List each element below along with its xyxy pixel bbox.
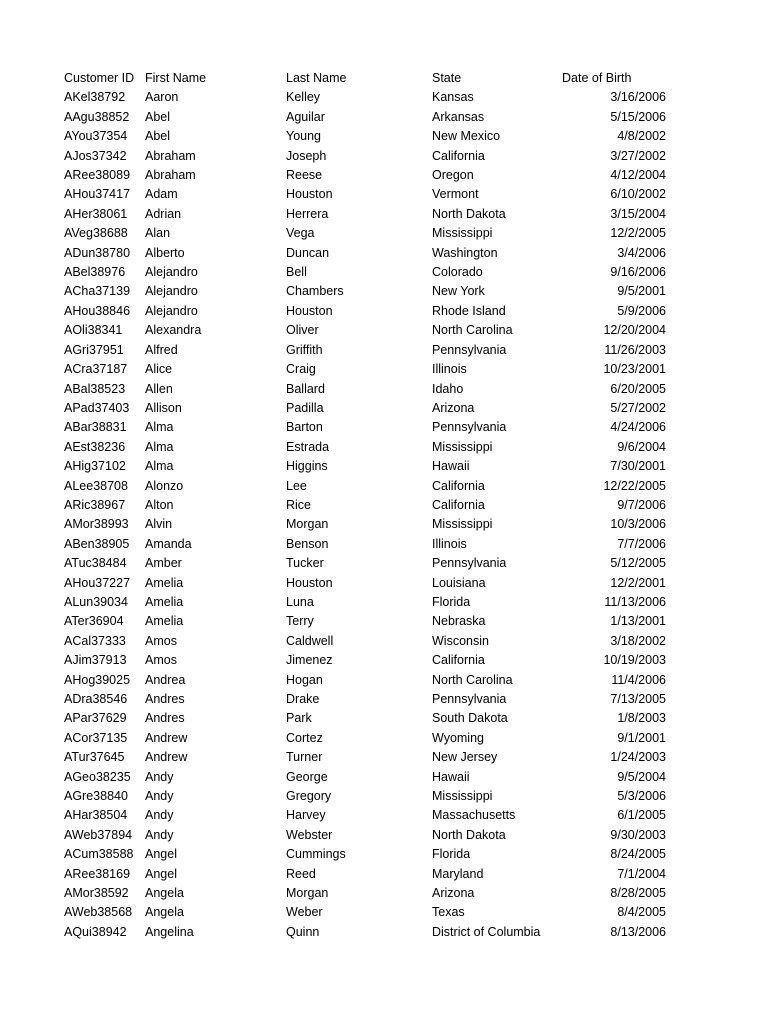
cell-date-of-birth: 7/13/2005 [610,692,666,706]
cell-first-name: Angelina [145,924,194,939]
cell-first-name: Adam [145,187,178,202]
cell-first-name: Alberto [145,245,185,260]
cell-last-name: Tucker [286,556,324,571]
cell-last-name: Webster [286,827,333,842]
table-row [64,651,684,670]
cell-state: New Jersey [432,750,498,765]
table-row [64,515,684,534]
table-row [64,709,684,728]
cell-date-of-birth: 8/28/2005 [610,886,666,901]
cell-customer-id: ADra38546 [64,692,128,706]
cell-last-name: Weber [286,905,323,920]
cell-last-name: Reed [286,866,316,881]
table-row [64,612,684,631]
cell-customer-id: AJim37913 [64,653,127,668]
cell-last-name: Estrada [286,439,330,454]
table-row [64,923,684,942]
cell-date-of-birth: 11/4/2006 [611,672,666,687]
cell-date-of-birth: 5/27/2002 [610,400,666,415]
cell-state: California [432,478,485,493]
cell-first-name: Andrew [145,730,188,745]
cell-state: Mississippi [432,439,493,454]
cell-last-name: Reese [286,168,323,183]
cell-first-name: Amanda [145,536,192,551]
cell-last-name: Hogan [286,672,323,687]
cell-last-name: Houston [286,187,333,202]
cell-customer-id: ALee38708 [64,478,128,493]
cell-state: California [432,148,485,163]
cell-customer-id: ABel38976 [64,265,126,280]
cell-state: California [432,497,485,512]
cell-last-name: Quinn [286,924,320,939]
table-row [64,341,684,360]
cell-state: Florida [432,847,471,862]
cell-customer-id: ARee38089 [64,168,131,183]
cell-date-of-birth: 12/20/2004 [603,323,666,338]
table-row [64,477,684,496]
cell-customer-id: AHou38846 [64,303,131,318]
cell-customer-id: ABal38523 [64,381,126,396]
cell-state: Oregon [432,168,474,183]
cell-last-name: Caldwell [286,633,334,648]
cell-date-of-birth: 9/5/2004 [617,769,666,784]
cell-state: North Dakota [432,206,506,221]
cell-first-name: Andres [145,692,185,706]
cell-date-of-birth: 7/1/2004 [617,866,666,881]
cell-first-name: Alejandro [145,284,198,299]
cell-last-name: Aguilar [286,109,325,124]
cell-date-of-birth: 3/4/2006 [617,245,666,260]
table-row [64,632,684,651]
cell-first-name: Alice [145,362,173,377]
column-header-date-of-birth: Date of Birth [562,71,632,85]
cell-first-name: Alvin [145,517,173,532]
cell-customer-id: AYou37354 [64,129,128,144]
cell-date-of-birth: 8/4/2005 [617,905,666,920]
table-row [64,457,684,476]
cell-first-name: Amos [145,653,177,668]
cell-first-name: Angela [145,886,184,901]
cell-last-name: Young [286,129,321,144]
cell-customer-id: ACal37333 [64,633,126,648]
cell-first-name: Alan [145,226,171,241]
cell-customer-id: AMor38592 [64,886,129,901]
table-row [64,166,684,185]
cell-date-of-birth: 9/16/2006 [610,265,666,280]
column-header-customer-id: Customer ID [64,71,135,85]
cell-customer-id: ACum38588 [64,847,134,862]
cell-customer-id: ACra37187 [64,362,128,377]
cell-customer-id: ARee38169 [64,866,131,881]
cell-date-of-birth: 5/12/2005 [610,556,666,571]
cell-last-name: Drake [286,692,320,706]
column-header-last-name: Last Name [286,71,347,85]
cell-customer-id: AQui38942 [64,924,127,939]
cell-last-name: Houston [286,575,333,590]
cell-last-name: Joseph [286,148,327,163]
cell-first-name: Amelia [145,614,184,629]
cell-date-of-birth: 3/27/2002 [610,148,666,163]
cell-last-name: Ballard [286,381,325,396]
cell-date-of-birth: 11/13/2006 [604,594,666,609]
cell-first-name: Alma [145,420,174,435]
cell-state: District of Columbia [432,924,541,939]
cell-date-of-birth: 4/8/2002 [617,129,666,144]
cell-state: Pennsylvania [432,556,507,571]
cell-state: New Mexico [432,129,501,144]
cell-customer-id: ATur37645 [64,750,125,765]
cell-last-name: Cummings [286,847,346,862]
cell-last-name: Higgins [286,459,328,474]
cell-state: Hawaii [432,459,470,474]
cell-date-of-birth: 4/24/2006 [610,420,666,435]
cell-date-of-birth: 6/20/2005 [610,381,666,396]
cell-last-name: Vega [286,226,315,241]
cell-customer-id: AHig37102 [64,459,126,474]
cell-last-name: Barton [286,420,323,435]
cell-state: Pennsylvania [432,342,507,357]
cell-first-name: Alexandra [145,323,202,338]
table-header-row [64,69,684,88]
cell-customer-id: ATer36904 [64,614,124,629]
cell-customer-id: ADun38780 [64,245,131,260]
cell-first-name: Amelia [145,594,184,609]
table-row [64,671,684,690]
cell-last-name: Park [286,711,312,726]
cell-state: Florida [432,594,471,609]
cell-state: North Dakota [432,827,506,842]
cell-state: North Carolina [432,672,513,687]
cell-customer-id: AAgu38852 [64,109,130,124]
cell-state: Mississippi [432,517,493,532]
cell-state: New York [432,284,485,299]
cell-last-name: Morgan [286,886,329,901]
cell-date-of-birth: 3/15/2004 [610,206,666,221]
cell-date-of-birth: 6/10/2002 [610,187,666,202]
cell-customer-id: ACor37135 [64,730,128,745]
cell-state: Arizona [432,886,475,901]
cell-date-of-birth: 6/1/2005 [617,808,666,823]
table-row [64,108,684,127]
cell-last-name: Houston [286,303,333,318]
table-row [64,903,684,922]
cell-date-of-birth: 7/7/2006 [617,536,666,551]
cell-date-of-birth: 5/15/2006 [610,109,666,124]
cell-last-name: Chambers [286,284,344,299]
cell-date-of-birth: 1/13/2001 [610,614,666,629]
table-row [64,845,684,864]
cell-date-of-birth: 1/8/2003 [617,711,666,726]
table-row [64,185,684,204]
cell-state: California [432,653,485,668]
cell-first-name: Allen [145,381,173,396]
cell-date-of-birth: 12/2/2001 [610,575,666,590]
cell-customer-id: AGri37951 [64,342,124,357]
table-row [64,574,684,593]
cell-state: North Carolina [432,323,513,338]
cell-state: Hawaii [432,769,470,784]
table-row [64,360,684,379]
cell-date-of-birth: 12/22/2005 [603,478,666,493]
cell-first-name: Abel [145,109,171,124]
table-row [64,399,684,418]
table-body [64,88,684,942]
cell-customer-id: AGre38840 [64,789,128,804]
cell-first-name: Andres [145,711,185,726]
cell-first-name: Andy [145,808,174,823]
cell-last-name: Oliver [286,323,319,338]
cell-first-name: Alejandro [145,265,198,280]
table-row [64,535,684,554]
cell-customer-id: AHog39025 [64,672,131,687]
cell-state: Arkansas [432,109,485,124]
cell-date-of-birth: 5/3/2006 [617,789,666,804]
cell-customer-id: ACha37139 [64,284,131,299]
cell-state: Illinois [432,536,467,551]
cell-date-of-birth: 3/16/2006 [610,90,666,105]
cell-last-name: Benson [286,536,329,551]
table-row [64,438,684,457]
cell-first-name: Andy [145,769,174,784]
table-row [64,806,684,825]
cell-customer-id: ABen38905 [64,536,130,551]
cell-date-of-birth: 5/9/2006 [617,303,666,318]
cell-date-of-birth: 10/19/2003 [603,653,666,668]
cell-date-of-birth: 7/30/2001 [610,459,666,474]
cell-state: Illinois [432,362,467,377]
table-row [64,302,684,321]
cell-date-of-birth: 8/13/2006 [610,924,666,939]
table-row [64,127,684,146]
cell-last-name: Rice [286,497,312,512]
table-row [64,690,684,709]
cell-state: Wisconsin [432,633,489,648]
cell-first-name: Amelia [145,575,184,590]
cell-first-name: Amber [145,556,182,571]
cell-last-name: Lee [286,478,307,493]
cell-customer-id: AHar38504 [64,808,128,823]
cell-first-name: Alonzo [145,478,184,493]
cell-state: Pennsylvania [432,692,507,706]
cell-date-of-birth: 9/6/2004 [617,439,666,454]
cell-date-of-birth: 10/3/2006 [610,517,666,532]
table-row [64,748,684,767]
cell-last-name: Craig [286,362,316,377]
cell-date-of-birth: 11/26/2003 [604,342,666,357]
cell-state: Louisiana [432,575,486,590]
cell-customer-id: ALun39034 [64,594,128,609]
cell-date-of-birth: 9/7/2006 [617,497,666,512]
cell-date-of-birth: 9/5/2001 [617,284,666,299]
cell-last-name: Kelley [286,90,321,105]
table-row [64,224,684,243]
cell-last-name: Duncan [286,245,330,260]
cell-customer-id: APad37403 [64,400,130,415]
table-row [64,244,684,263]
table-row [64,554,684,573]
cell-first-name: Angel [145,847,177,862]
cell-state: Kansas [432,90,474,105]
cell-customer-id: AGeo38235 [64,769,131,784]
table-row [64,826,684,845]
cell-first-name: Angela [145,905,184,920]
cell-customer-id: AJos37342 [64,148,127,163]
cell-last-name: Jimenez [286,653,333,668]
cell-customer-id: AEst38236 [64,439,126,454]
cell-first-name: Adrian [145,206,182,221]
table-row [64,380,684,399]
cell-last-name: George [286,769,328,784]
cell-date-of-birth: 9/30/2003 [610,827,666,842]
cell-first-name: Andrew [145,750,188,765]
cell-last-name: Turner [286,750,323,765]
cell-first-name: Aaron [145,90,179,105]
cell-first-name: Alejandro [145,303,198,318]
cell-state: Mississippi [432,789,493,804]
cell-customer-id: AHer38061 [64,206,128,221]
cell-last-name: Morgan [286,517,329,532]
cell-date-of-birth: 8/24/2005 [610,847,666,862]
cell-customer-id: AMor38993 [64,517,129,532]
cell-last-name: Griffith [286,342,323,357]
cell-first-name: Abel [145,129,171,144]
cell-last-name: Herrera [286,206,329,221]
table-row [64,729,684,748]
customer-table [64,69,684,942]
cell-last-name: Terry [286,614,314,629]
cell-date-of-birth: 12/2/2005 [610,226,666,241]
cell-first-name: Angel [145,866,177,881]
cell-customer-id: AWeb37894 [64,827,133,842]
cell-customer-id: AHou37417 [64,187,131,202]
cell-first-name: Alfred [145,342,178,357]
cell-date-of-birth: 1/24/2003 [610,750,666,765]
cell-first-name: Amos [145,633,177,648]
cell-customer-id: ATuc38484 [64,556,127,571]
table-row [64,263,684,282]
cell-state: Mississippi [432,226,493,241]
cell-first-name: Alma [145,439,174,454]
cell-customer-id: ARic38967 [64,497,126,512]
cell-state: Rhode Island [432,303,506,318]
cell-first-name: Abraham [145,168,196,183]
cell-first-name: Alton [145,497,174,512]
cell-customer-id: AWeb38568 [64,905,133,920]
table-row [64,282,684,301]
cell-state: Texas [432,905,465,920]
table-row [64,205,684,224]
table-row [64,321,684,340]
cell-state: Colorado [432,265,483,280]
cell-state: Massachusetts [432,808,516,823]
cell-first-name: Andrea [145,672,186,687]
cell-state: Pennsylvania [432,420,507,435]
cell-date-of-birth: 3/18/2002 [610,633,666,648]
cell-date-of-birth: 9/1/2001 [617,730,666,745]
table-row [64,593,684,612]
cell-customer-id: AVeg38688 [64,226,128,241]
cell-customer-id: ABar38831 [64,420,127,435]
table-row [64,884,684,903]
cell-state: Nebraska [432,614,486,629]
table-row [64,787,684,806]
cell-first-name: Alma [145,459,174,474]
cell-state: Wyoming [432,730,484,745]
table-row [64,418,684,437]
cell-first-name: Andy [145,789,174,804]
table-row [64,865,684,884]
cell-state: South Dakota [432,711,508,726]
column-header-state: State [432,71,462,85]
table-row [64,147,684,166]
cell-state: Vermont [432,187,479,202]
cell-last-name: Bell [286,265,307,280]
cell-customer-id: AHou37227 [64,575,131,590]
cell-customer-id: APar37629 [64,711,127,726]
cell-customer-id: AKel38792 [64,90,126,105]
cell-last-name: Luna [286,594,314,609]
cell-state: Idaho [432,381,464,396]
table-row [64,88,684,107]
cell-last-name: Cortez [286,730,323,745]
table-row [64,496,684,515]
cell-date-of-birth: 4/12/2004 [610,168,666,183]
cell-customer-id: AOli38341 [64,323,123,338]
cell-first-name: Allison [145,400,182,415]
cell-last-name: Harvey [286,808,326,823]
column-header-first-name: First Name [145,71,207,85]
cell-date-of-birth: 10/23/2001 [603,362,666,377]
cell-last-name: Gregory [286,789,332,804]
cell-state: Washington [432,245,498,260]
cell-first-name: Abraham [145,148,196,163]
cell-state: Maryland [432,866,484,881]
cell-last-name: Padilla [286,400,324,415]
cell-first-name: Andy [145,827,174,842]
table-row [64,768,684,787]
cell-state: Arizona [432,400,475,415]
